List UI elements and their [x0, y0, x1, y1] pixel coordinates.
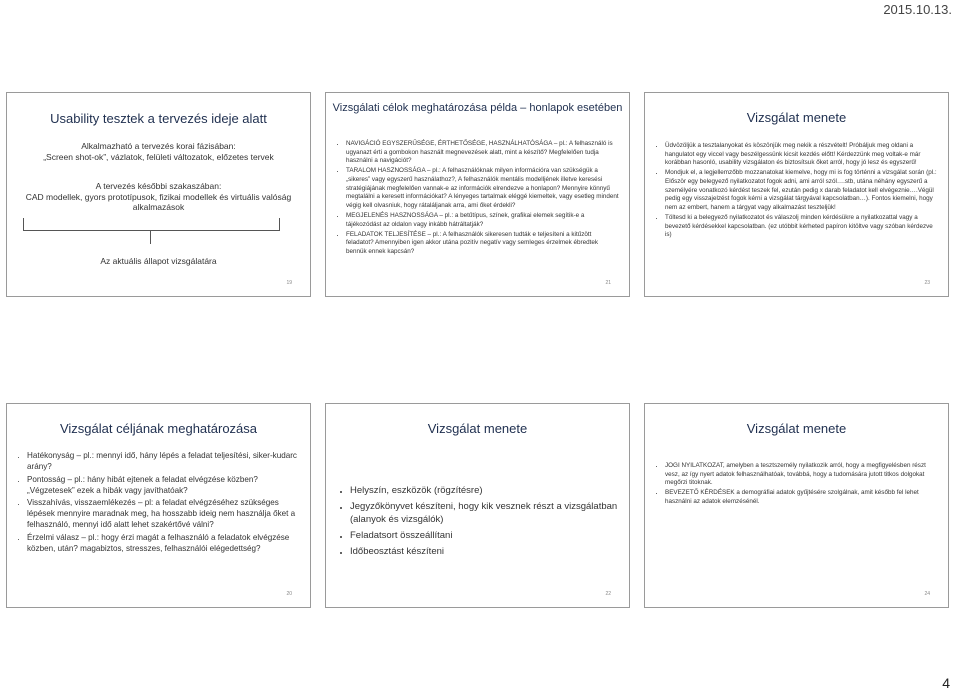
list-item: • Helyszín, eszközök (rögzítésre) [350, 484, 619, 497]
grouping-bracket [23, 218, 280, 231]
later-phase-block [17, 181, 300, 213]
list-item: • Feladatsort összeállítani [350, 529, 619, 542]
slide-process-legal [644, 403, 949, 608]
slide-number: 22 [605, 591, 611, 597]
list-item: • Visszahívás, visszaemlékezés – pl: a feladat elvégzéséhez szükséges lépések mennyire maradnak meg, ha hosszabb ideig nem használja őket a felhasználó, mennyi idő alatt lehet szakértővé válni? [27, 497, 300, 530]
list-item: • NAVIGÁCIÓ EGYSZERŰSÉGE, ÉRTHETŐSÉGE, HASZNÁLHATÓSÁGA – pl.: A felhasználó is ugyanazt érti a gombokon használt megnevezések alatt, mint a készítő? Megfelelően tudja használni a navigációt? [346, 140, 619, 166]
list-item: • BEVEZETŐ KÉRDÉSEK a demográfiai adatok gyűjtésére szolgálnak, amit később fel lehet használni az adatok elemzésénél. [665, 489, 938, 506]
slide-number: 23 [924, 280, 930, 286]
slide-goals-example [325, 92, 630, 297]
list-item: • TARALOM HASZNOSSÁGA – pl.: A felhasználóknak milyen információra van szükségük a „sikeres” vagy egyszerű használathoz?, A felhasználók mentális modelljének illetve keresési stratégiájának megfelelően vannak-e az információk elrendezve a honlapon? Mennyire könnyű megtalálni a keresett információkat? A lényeges tartalmak eléggé kiemeltek, vagy esetleg mindent végig kell olvasniuk, hogy rátaláljanak arra, ami őket érdekli? [346, 167, 619, 210]
slide-title: Usability tesztek a tervezés ideje alatt [50, 111, 267, 126]
list-item: • MEGJELENÉS HASZNOSSÁGA – pl.: a betűtípus, színek, grafikai elemek segítik-e a tájékozódást az oldalon vagy inkább hátráltatják? [346, 212, 619, 229]
list-item: • Jegyzőkönyvet készíteni, hogy kik vesznek részt a vizsgálatban (alanyok és vizsgálók) [350, 500, 619, 526]
bullet-list [11, 450, 300, 555]
list-item: • Töltesd ki a belegyező nyilatkozatot és válaszolj minden kérdésükre a nyilatkozattal vagy a bevezető kérdésekkel kapcsolatban. (ez utóbbit kérheted papíron kitöltve vagy szóban kérdezve is) [665, 214, 938, 240]
early-phase-text: „Screen shot-ok”, vázlatok, felületi változatok, előzetes tervek [43, 151, 274, 162]
later-phase-heading: A tervezés későbbi szakaszában: [95, 181, 222, 191]
slide-usability-design [6, 92, 311, 297]
list-item: • Időbeosztást készíteni [350, 545, 619, 558]
early-phase-block [17, 141, 300, 162]
slide-title: Vizsgálat menete [746, 421, 847, 436]
list-item: • FELADATOK TELJESÍTÉSE – pl.: A felhasználók sikeresen tudták e teljesíteni a kitűzött feladatot? Amennyiben igen akkor utána pozitív negatív vagy semleges érzelmek ébredtek bennük ennek kapcsán? [346, 231, 619, 257]
slide-number: 19 [286, 280, 292, 286]
list-item: • Üdvözöljük a tesztalanyokat és köszönjük meg nekik a részvételt! Próbáljuk meg oldani a hangulatot egy viccel vagy beszélgessünk kicsit kezdés előtt! Kérdezzünk meg voltak-e már korábban hasonló, usability vizsgálaton és biztosítsuk őket arról, hogy jó lesz és egyszerű! [665, 142, 938, 168]
bullet-list [332, 140, 619, 258]
header-date: 2015.10.13. [883, 2, 952, 17]
bracket-stem [150, 230, 151, 244]
slide-number: 24 [924, 591, 930, 597]
slide-title: Vizsgálat menete [746, 110, 847, 125]
list-item: • Pontosság – pl.: hány hibát ejtenek a feladat elvégzése közben? „Végzetesek” ezek a hibák vagy javíthatóak? [27, 474, 300, 496]
bullet-list [651, 142, 938, 241]
bullet-list [334, 484, 619, 561]
slide-title: Vizsgálati célok meghatározása példa – honlapok esetében [332, 102, 623, 114]
list-item: • JOGI NYILATKOZAT, amelyben a tesztszemély nyilatkozik arról, hogy a megfigyelésben részt vesz, az így nyert adatok felhasználhatóak, továbbá, hogy a tudomására jutott titkos dolgokat megőrzi titoknak. [665, 462, 938, 488]
slide-number: 20 [286, 591, 292, 597]
slide-process-setup [325, 403, 630, 608]
early-phase-heading: Alkalmazható a tervezés korai fázisában: [81, 141, 236, 151]
slide-title: Vizsgálat menete [427, 421, 528, 436]
bullet-list [651, 462, 938, 508]
page-number: 4 [942, 675, 950, 691]
slide-title: Vizsgálat céljának meghatározása [59, 421, 258, 436]
slide-goal-definition [6, 403, 311, 608]
later-phase-text: CAD modellek, gyors prototípusok, fizikai modellek és virtuális valóság alkalmazások [25, 191, 292, 212]
current-state-label: Az aktuális állapot vizsgálatára [100, 256, 217, 266]
list-item: • Érzelmi válasz – pl.: hogy érzi magát a felhasználó a feladatok elvégzése közben, után? magabiztos, stresszes, felhasználói elégedettség? [27, 532, 300, 554]
slide-number: 21 [605, 280, 611, 286]
slide-process-intro [644, 92, 949, 297]
list-item: • Mondjuk el, a legjellemzőbb mozzanatokat kiemelve, hogy mi is fog történni a vizsgálat során (pl.: Először egy belegyező nyilatkozatot fogok adni, ami arról szól….stb, utána néhány egyszerű a személyére vonatkozó kérdést teszek fel, ezután pedig x darab feladatot kell elvégeznie….Végül pedig egy visszajelzést fogok kérni a vizsgálat tárgyával kapcsolatban…). Fontos kiemelni, hogy nem az embert, hanem a tárgyat vagy alkalmazást teszteljük! [665, 169, 938, 212]
list-item: • Hatékonyság – pl.: mennyi idő, hány lépés a feladat teljesítési, siker-kudarc arány? [27, 450, 300, 472]
